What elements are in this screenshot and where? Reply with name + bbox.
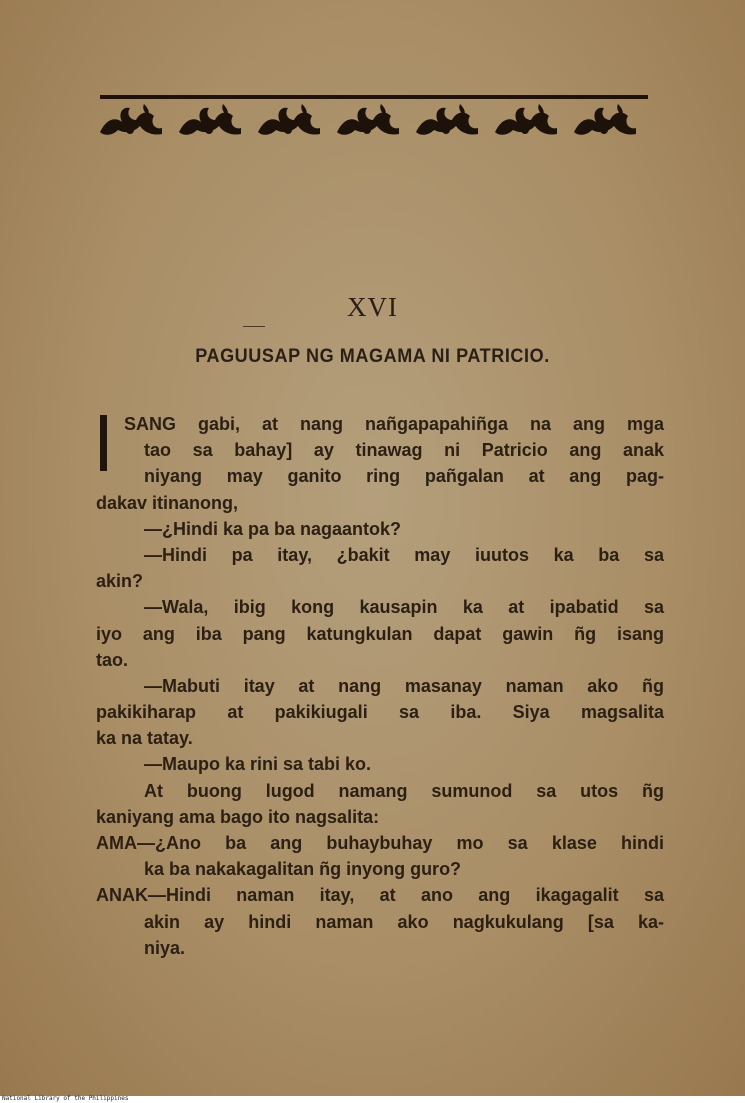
body-line: ka na tatay. <box>96 728 193 749</box>
body-line: —¿Hindi ka pa ba nagaantok? <box>144 518 402 539</box>
body-line: pakikiharap at pakikiugali sa iba. Siya magsalita <box>96 702 664 723</box>
body-line: AMA—¿Ano ba ang buhaybuhay mo sa klase hindi <box>96 833 664 853</box>
body-line: kaniyang ama bago ito nagsalita: <box>96 806 380 827</box>
chapter-title: PAGUUSAP NG MAGAMA NI PATRICIO. <box>195 346 550 367</box>
footer-credit: National Library of the Philippines <box>2 1095 129 1102</box>
body-line: —Mabuti itay at nang masanay naman ako ñg <box>144 675 664 696</box>
footer-strip <box>0 1096 745 1103</box>
body-line: —Hindi pa itay, ¿bakit may iuutos ka ba sa <box>144 544 664 565</box>
body-line: dakav itinanong, <box>96 492 239 513</box>
body-line: ka ba nakakagalitan ñg inyong guro? <box>144 859 462 880</box>
body-line: —Wala, ibig kong kausapin ka at ipabatid sa <box>144 597 664 618</box>
body-line: niya. <box>144 937 186 958</box>
body-line: akin? <box>96 571 144 592</box>
chapter-number: XVI <box>347 292 398 322</box>
chapter-body <box>96 411 664 961</box>
body-line: At buong lugod namang sumunod sa utos ñg <box>144 780 664 801</box>
body-line: tao. <box>96 649 129 670</box>
body-line: —Maupo ka rini sa tabi ko. <box>144 754 372 775</box>
body-line: akin ay hindi naman ako nagkukulang [sa ka- <box>144 911 664 932</box>
body-line: ANAK—Hindi naman itay, at ano ang ikagagalit sa <box>96 885 664 906</box>
floral-band-icon <box>96 92 654 140</box>
body-line: tao sa bahay] ay tinawag ni Patricio ang anak <box>144 440 664 461</box>
body-line: iyo ang iba pang katungkulan dapat gawin ñg isang <box>96 623 664 644</box>
body-line: niyang may ganito ring pañgalan at ang pag- <box>144 466 664 487</box>
divider <box>243 326 265 327</box>
body-line: SANG gabi, at nang nañgapapahiñga na ang mga <box>124 414 664 434</box>
